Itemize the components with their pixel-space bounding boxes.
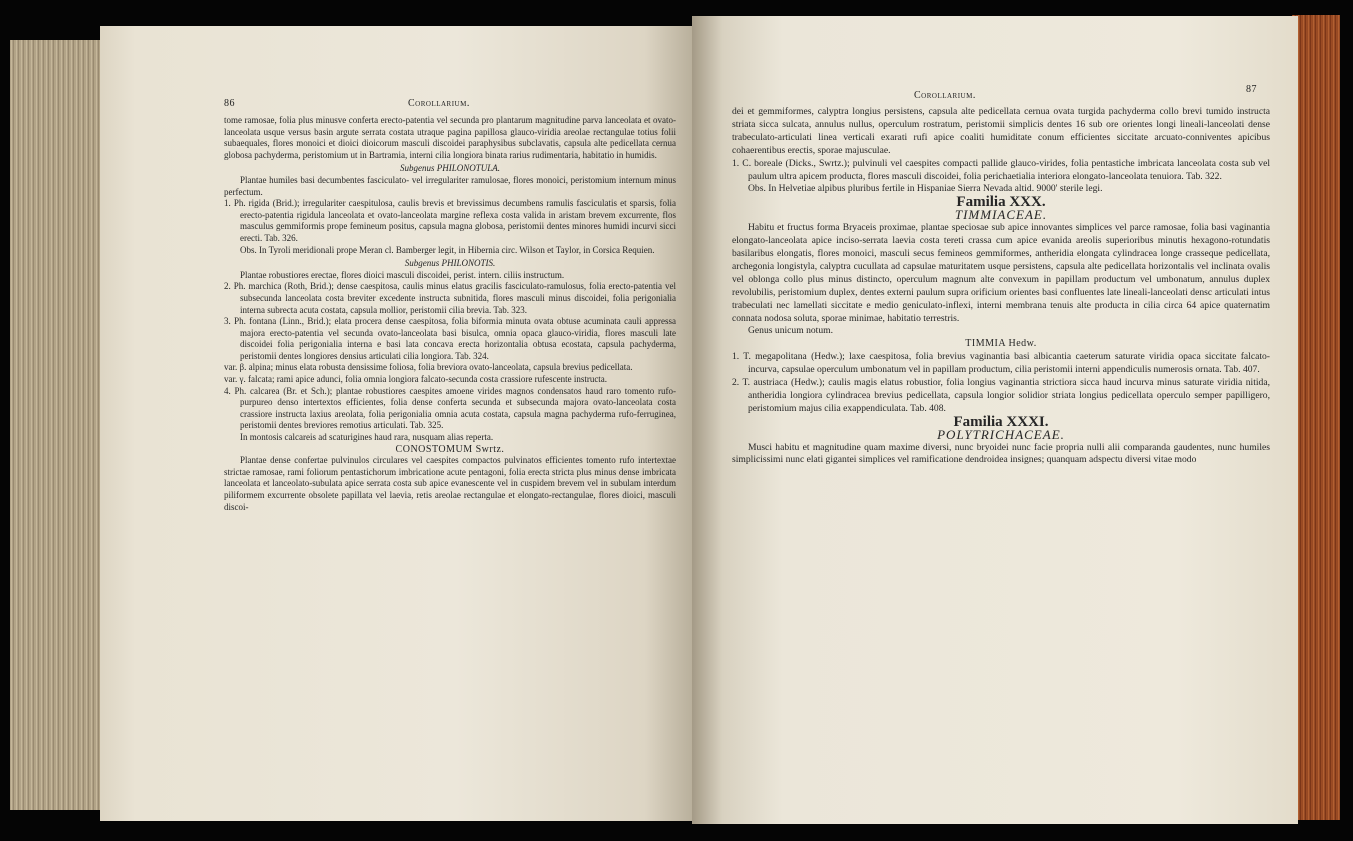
family-heading: Familia XXXI.: [953, 413, 1049, 430]
family-name: POLYTRICHACEAE.: [937, 426, 1065, 442]
species-entry: 2. T. austriaca (Hedw.); caulis magis elatus robustior, folia longius vaginantia strictiora sicca haud incurva minus saturate viridia nitida, antheridia longiora cylindracea brevius pedicellata, capsula longior solidior striata longius pedicellata operculo semper papilligero, peristomium majus cilia exappendiculata. Tab. 408.: [732, 377, 1270, 414]
paragraph: Plantae robustiores erectae, flores dioici masculi discoidei, perist. intern. ciliis instructum.: [240, 269, 565, 280]
species-entry: 1. T. megapolitana (Hedw.); laxe caespitosa, folia brevius vaginantia basi albicantia caeterum saturate viridia opaca siccitate falcato-incurva, capsulae operculum umbonatum vel in papillam productum, cilia peristomii interni appendiculis numerosis ornata. Tab. 407.: [732, 351, 1270, 376]
habitat-note: In montosis calcareis ad scaturigines haud rara, nusquam alias reperta.: [240, 432, 494, 443]
right-page-body: [732, 106, 1270, 467]
paragraph: Habitu et fructus forma Bryaceis proximae, plantae speciosae sub apice innovantes simplices vel parce ramosae, folia basi vaginantia elongato-lanceolata apice inciso-serrata laevia costa tereti crassa cum apice evanida areolis superioribus minutis hexagono-rotundatis basilaribus elongatis, flores monoici, masculi secus femineos gemmiformes, antheridia elongata cylindracea longe crasseque pedicellata, archegonia longistyla, calyptra cucullata ad capsulae maturitatem usque persistens, capsula alte pedicellata horizontalis vel inclinata ovalis vel oblonga collo plus minus distincto, operculum magnum alte convexum in papillam productum vel umbonatum, annulus duplex revolubilis, peristomium duplex, dentes externi paulum supra orificium orientes basi confluentes late lineali-lanceolati densc articulati intus trabeculati nec lamellati siccitate e medio geniculato-inflexi, interni membrana tenuis alte producta in cilia circa 64 apice quaternatim connata nodosa soluta, sporae minimae, habitatio terrestris.: [732, 222, 1270, 324]
paragraph: Musci habitu et magnitudine quam maxime diversi, nunc bryoidei nunc facie propria nulli alii comparanda gaudentes, nunc humiles simplicissimi nunc elati gigantei simplices vel ramificatione dendroidea insignes; quanquam adspectu diversi vitae modo: [732, 441, 1270, 466]
variety-entry: var. β. alpina; minus elata robusta densissime foliosa, folia breviora ovato-lanceolata, capsula brevius pedicellata.: [224, 362, 633, 373]
species-entry: 2. Ph. marchica (Roth, Brid.); dense caespitosa, caulis minus elatus gracilis fasciculato-ramulosus, folia erecto-patentia vel subsecunda lanceolata costa breviter excedente instructa subnitida, flores masculi minus discoidei, folia perigonialia interna subrecta acuta costata, capsula mollior, peristomii cilia brevia. Tab. 323.: [224, 281, 676, 315]
paragraph: Plantae humiles basi decumbentes fasciculato- vel irregulariter ramulosae, flores monoici, peristomium internum minus perfectum.: [224, 174, 676, 197]
page-number: 87: [1246, 84, 1257, 95]
right-page: [692, 16, 1298, 824]
species-entry: 4. Ph. calcarea (Br. et Sch.); plantae robustiores caespites amoene virides magnos condensatos haud raro tomento rufo-purpureo denso intertextos efficientes, folia dense conferta secunda et subsecunda majora ovato-lanceolata costa crassiore instructa laxius areolata, folia perigonialia omnia acuta costata, capsula magna pachyderma rufo-ferruginea, peristomii dentes breviores remotius articulati. Tab. 325.: [224, 385, 676, 431]
species-entry: 1. C. boreale (Dicks., Swrtz.); pulvinuli vel caespites compacti pallide glauco-virides, folia pentastiche imbricata lanceolata costa sub vel paulum ultra apicem producta, flores masculi discoidei, folia perichaetialia interiora elongato-lanceolata tenuiora. Tab. 322.: [732, 157, 1270, 182]
paragraph: tome ramosae, folia plus minusve conferta erecto-patentia vel secunda pro plantarum magnitudine parva lanceolata et ovato-lanceolata usque versus basin argute serrata costata utraque pagina papillosa glauco-viridia areolae rectangulae totius folii subaequales, flores monoici et dioici dioicorum masculi discoidei paraphysibus subclavatis, capsula alte pedicellata cernua globosa pachyderma, peristomium ut in Bartramia, interni cilia longiora binata rarius rudimentaria, habitatio in humidis.: [224, 115, 676, 160]
observation: Obs. In Helvetiae alpibus pluribus fertile in Hispaniae Sierra Nevada altid. 9000' sterile legi.: [748, 183, 1103, 195]
subgenus-heading: Subgenus PHILONOTULA.: [399, 163, 500, 174]
observation: Obs. In Tyroli meridionali prope Meran cl. Bamberger legit, in Hibernia circ. Wilson et Taylor, in Corsica Requien.: [240, 244, 655, 255]
paragraph: Genus unicum notum.: [748, 325, 834, 337]
paragraph: Plantae dense confertae pulvinulos circulares vel caespites compactos pulvinatos efficientes tomento rufo intertextae strictae ramosae, rami foliorum pentastichorum imbricatione acute pentagoni, folia erecta stricta plus minus dense imbricata lanceolata et lanceolato-subulata apice serrata costa sub apice evanescente vel in cuspidem brevem vel in subulam interdum piliformem excurrente obsolete papillata vel laevia, retis areolae rectangulae et elongato-rectangulae, flores dioici, masculi discoi-: [224, 455, 676, 512]
species-entry: 3. Ph. fontana (Linn., Brid.); elata procera dense caespitosa, folia biformia minuta ovata obtuse acuminata cauli appressa majora erecto-patentia vel secunda ovato-lanceolata basi bisulca, omnia opaca glauco-viridia, flores masculi late discoidei folia perigonialia interna e basi lata concava erecta horizontalia obtusa ecostata, capsula pachyderma, peristomii dentes longiores densius articulati cilia longiora. Tab. 324.: [224, 316, 676, 361]
genus-heading: CONOSTOMUM Swrtz.: [395, 443, 505, 455]
family-heading: Familia XXX.: [956, 194, 1046, 211]
left-page-body: [224, 115, 676, 513]
left-page: [100, 26, 692, 821]
species-entry: 1. Ph. rigida (Brid.); irregulariter caespitulosa, caulis brevis et brevissimus decumbens ramulis fasciculatis et sparsis, folia erecto-patentia rigidula lanceolata et ovato-lanceolata margine reflexa costa valida in aristam brevem excurrente, flos masculus gemmiformis prope femineum positus, capsula magna globosa, peristomii dentes minores humidi incurvi sicci erecti. Tab. 326.: [224, 198, 676, 243]
variety-entry: var. γ. falcata; rami apice adunci, folia omnia longiora falcato-secunda costa crassiore rufescente instructa.: [224, 374, 608, 385]
page-edges-left: [10, 40, 110, 810]
paragraph: dei et gemmiformes, calyptra longius persistens, capsula alte pedicellata cernua ovata turgida pachyderma collo brevi tumido instructa striata sicca sulcata, annulus nullus, operculum rostratum, peristomii simplicis dentes 16 sub ore orientes longi lineali-lanceolati dense trabeculato-articulati linea verticali exarati rufi apice coaliti humiditate conum efficientes siccitate arcuato-conniventes apicibus cohaerentibus erectis, sporae majusculae.: [732, 106, 1270, 156]
page-edges-right: [1292, 15, 1340, 820]
subgenus-heading: Subgenus PHILONOTIS.: [404, 258, 496, 269]
page-number: 86: [224, 98, 235, 109]
running-head: Corollarium.: [408, 98, 470, 109]
running-head: Corollarium.: [914, 90, 976, 101]
genus-heading: TIMMIA Hedw.: [965, 338, 1037, 350]
family-name: TIMMIACEAE.: [954, 207, 1048, 223]
